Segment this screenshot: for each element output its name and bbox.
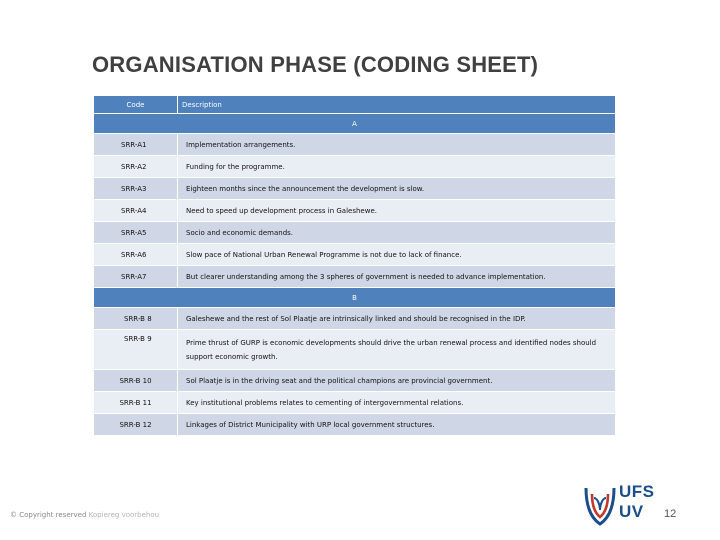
logo-line-uv: UV	[619, 502, 644, 521]
row-description: Socio and economic demands.	[178, 222, 616, 244]
table-row	[94, 200, 616, 222]
row-description: Galeshewe and the rest of Sol Plaatje are intrinsically linked and should be recognised in the IDP.	[178, 308, 616, 330]
column-header-description: Description	[178, 96, 616, 114]
row-code: SRR-B 8	[94, 308, 178, 330]
table-row	[94, 370, 616, 392]
row-description: Implementation arrangements.	[178, 134, 616, 156]
table-row	[94, 244, 616, 266]
group-label: A	[94, 114, 616, 134]
row-code: SRR-A1	[94, 134, 178, 156]
ufs-logo	[583, 482, 665, 528]
table-row	[94, 266, 616, 288]
row-description: Eighteen months since the announcement the development is slow.	[178, 178, 616, 200]
row-code: SRR-B 12	[94, 414, 178, 436]
row-code: SRR-A3	[94, 178, 178, 200]
logo-line-ufs: UFS	[619, 482, 655, 501]
row-code: SRR-B 9	[94, 330, 178, 370]
table-header-row	[94, 96, 616, 114]
column-header-code: Code	[94, 96, 178, 114]
row-description: Key institutional problems relates to cementing of intergovernmental relations.	[178, 392, 616, 414]
table-row	[94, 178, 616, 200]
table-row	[94, 330, 616, 370]
copyright-notice	[10, 511, 159, 519]
copyright-alt: Kopiereg voorbehou	[88, 511, 160, 519]
row-description: But clearer understanding among the 3 spheres of government is needed to advance implementation.	[178, 266, 616, 288]
row-description: Prime thrust of GURP is economic developments should drive the urban renewal process and identified nodes should support economic growth.	[178, 330, 616, 370]
coding-sheet-table	[93, 95, 616, 436]
table-row	[94, 222, 616, 244]
table-row	[94, 156, 616, 178]
table-row	[94, 414, 616, 436]
table-row	[94, 308, 616, 330]
row-description: Slow pace of National Urban Renewal Programme is not due to lack of finance.	[178, 244, 616, 266]
ufs-emblem-icon	[583, 484, 617, 526]
copyright-main: © Copyright reserved	[10, 511, 87, 519]
table-row	[94, 134, 616, 156]
group-label: B	[94, 288, 616, 308]
group-row-a	[94, 114, 616, 134]
row-code: SRR-A5	[94, 222, 178, 244]
row-description: Need to speed up development process in Galeshewe.	[178, 200, 616, 222]
logo-text	[619, 482, 655, 522]
page-number: 12	[664, 508, 677, 520]
row-code: SRR-B 11	[94, 392, 178, 414]
slide-title: ORGANISATION PHASE (CODING SHEET)	[92, 52, 539, 77]
row-code: SRR-A6	[94, 244, 178, 266]
row-description: Linkages of District Municipality with URP local government structures.	[178, 414, 616, 436]
row-code: SRR-B 10	[94, 370, 178, 392]
table-row	[94, 392, 616, 414]
group-row-b	[94, 288, 616, 308]
row-code: SRR-A4	[94, 200, 178, 222]
row-code: SRR-A7	[94, 266, 178, 288]
row-description: Funding for the programme.	[178, 156, 616, 178]
row-code: SRR-A2	[94, 156, 178, 178]
row-description: Sol Plaatje is in the driving seat and the political champions are provincial government.	[178, 370, 616, 392]
